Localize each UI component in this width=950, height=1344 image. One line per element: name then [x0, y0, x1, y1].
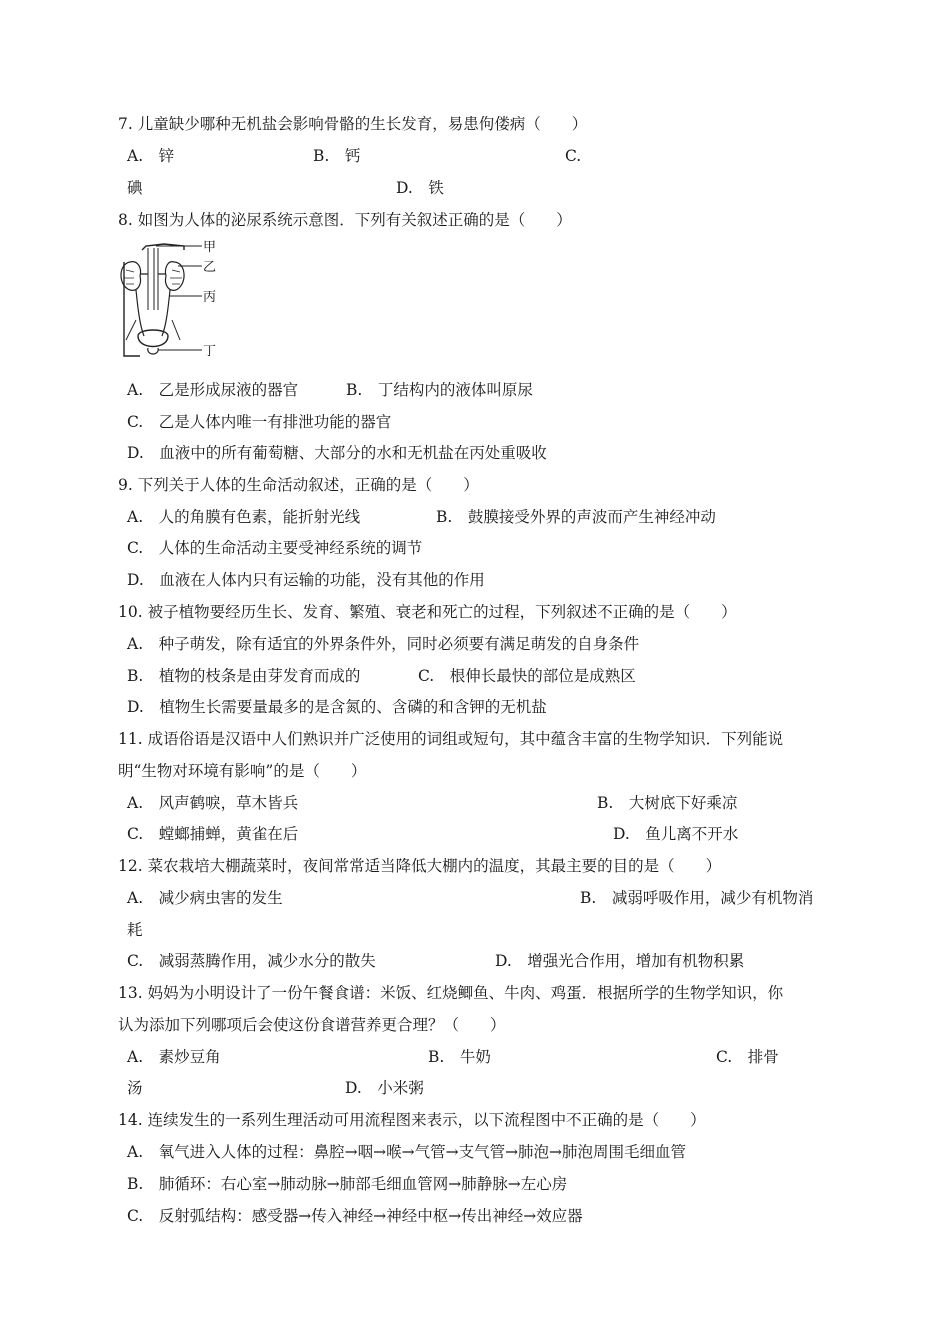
question-14-option-a: A. 氧气进入人体的过程：鼻腔→咽→喉→气管→支气管→肺泡→肺泡周围毛细血管: [127, 1143, 687, 1161]
question-7-stem: 7. 儿童缺少哪种无机盐会影响骨骼的生长发育，易患佝偻病（ ）: [118, 115, 588, 133]
question-11-stem-line-2: 明“生物对环境有影响”的是（ ）: [118, 762, 367, 780]
question-10-option-a: A. 种子萌发，除有适宜的外界条件外，同时必须要有满足萌发的自身条件: [127, 635, 640, 653]
question-13-option-c: C. 排骨: [716, 1048, 779, 1066]
question-12-stem: 12. 菜农栽培大棚蔬菜时，夜间常常适当降低大棚内的温度，其最主要的目的是（ ）: [118, 857, 722, 875]
question-8-option-b: B. 丁结构内的液体叫原尿: [346, 381, 533, 399]
question-11-option-b: B. 大树底下好乘凉: [597, 794, 738, 812]
question-12-option-a: A. 减少病虫害的发生: [127, 889, 283, 907]
question-14-stem: 14. 连续发生的一系列生理活动可用流程图来表示，以下流程图中不正确的是（ ）: [118, 1111, 706, 1129]
question-11-option-c: C. 螳螂捕蝉，黄雀在后: [127, 825, 299, 843]
question-8-option-a: A. 乙是形成尿液的器官: [127, 381, 299, 399]
question-8-option-c: C. 乙是人体内唯一有排泄功能的器官: [127, 413, 392, 431]
diagram-label-bing: 丙: [203, 290, 217, 305]
question-7-option-b: B. 钙: [313, 147, 361, 165]
question-10-stem: 10. 被子植物要经历生长、发育、繁殖、衰老和死亡的过程，下列叙述不正确的是（ ）: [118, 603, 737, 621]
urinary-system-diagram: [112, 240, 224, 364]
question-13-option-b: B. 牛奶: [428, 1048, 491, 1066]
question-12-option-d: D. 增强光合作用，增加有机物积累: [495, 952, 745, 970]
question-9-option-a: A. 人的角膜有色素，能折射光线: [127, 508, 361, 526]
question-11-option-d: D. 鱼儿离不开水: [613, 825, 739, 843]
question-8-stem: 8. 如图为人体的泌尿系统示意图．下列有关叙述正确的是（ ）: [118, 211, 572, 229]
question-12-option-b: B. 减弱呼吸作用，减少有机物消: [580, 889, 814, 907]
question-7-option-c-continued: 碘: [127, 179, 143, 197]
question-12-option-c: C. 减弱蒸腾作用，减少水分的散失: [127, 952, 376, 970]
question-10-option-c: C. 根伸长最快的部位是成熟区: [418, 667, 636, 685]
question-14-option-b: B. 肺循环：右心室→肺动脉→肺部毛细血管网→肺静脉→左心房: [127, 1175, 568, 1193]
question-12-option-b-continued: 耗: [127, 921, 143, 939]
question-9-stem: 9. 下列关于人体的生命活动叙述，正确的是（ ）: [118, 476, 479, 494]
question-7-option-d: D. 铁: [396, 179, 444, 197]
question-9-option-d: D. 血液在人体内只有运输的功能，没有其他的作用: [127, 571, 485, 589]
question-14-option-c: C. 反射弧结构：感受器→传入神经→神经中枢→传出神经→效应器: [127, 1207, 583, 1225]
urinary-system-figure: [112, 240, 224, 364]
question-7-option-a: A. 锌: [127, 147, 175, 165]
question-7-option-c: C.: [565, 147, 582, 165]
diagram-label-yi: 乙: [203, 260, 217, 275]
question-11-stem-line-1: 11. 成语俗语是汉语中人们熟识并广泛使用的词组或短句，其中蕴含丰富的生物学知识．下列能说: [118, 730, 784, 748]
question-13-option-d: D. 小米粥: [345, 1079, 424, 1097]
question-13-option-c-continued: 汤: [127, 1079, 143, 1097]
question-11-option-a: A. 风声鹤唳，草木皆兵: [127, 794, 299, 812]
question-9-option-c: C. 人体的生命活动主要受神经系统的调节: [127, 539, 423, 557]
question-13-stem-line-1: 13. 妈妈为小明设计了一份午餐食谱：米饭、红烧鲫鱼、牛肉、鸡蛋．根据所学的生物学知识，你: [118, 984, 784, 1002]
question-13-stem-line-2: 认为添加下列哪项后会使这份食谱营养更合理？（ ）: [118, 1016, 506, 1034]
question-8-option-d: D. 血液中的所有葡萄糖、大部分的水和无机盐在丙处重吸收: [127, 444, 547, 462]
question-13-option-a: A. 素炒豆角: [127, 1048, 221, 1066]
diagram-label-ding: 丁: [203, 344, 217, 359]
question-10-option-b: B. 植物的枝条是由芽发育而成的: [127, 667, 361, 685]
question-9-option-b: B. 鼓膜接受外界的声波而产生神经冲动: [436, 508, 716, 526]
diagram-label-jia: 甲: [203, 240, 217, 255]
question-10-option-d: D. 植物生长需要量最多的是含氮的、含磷的和含钾的无机盐: [127, 698, 547, 716]
